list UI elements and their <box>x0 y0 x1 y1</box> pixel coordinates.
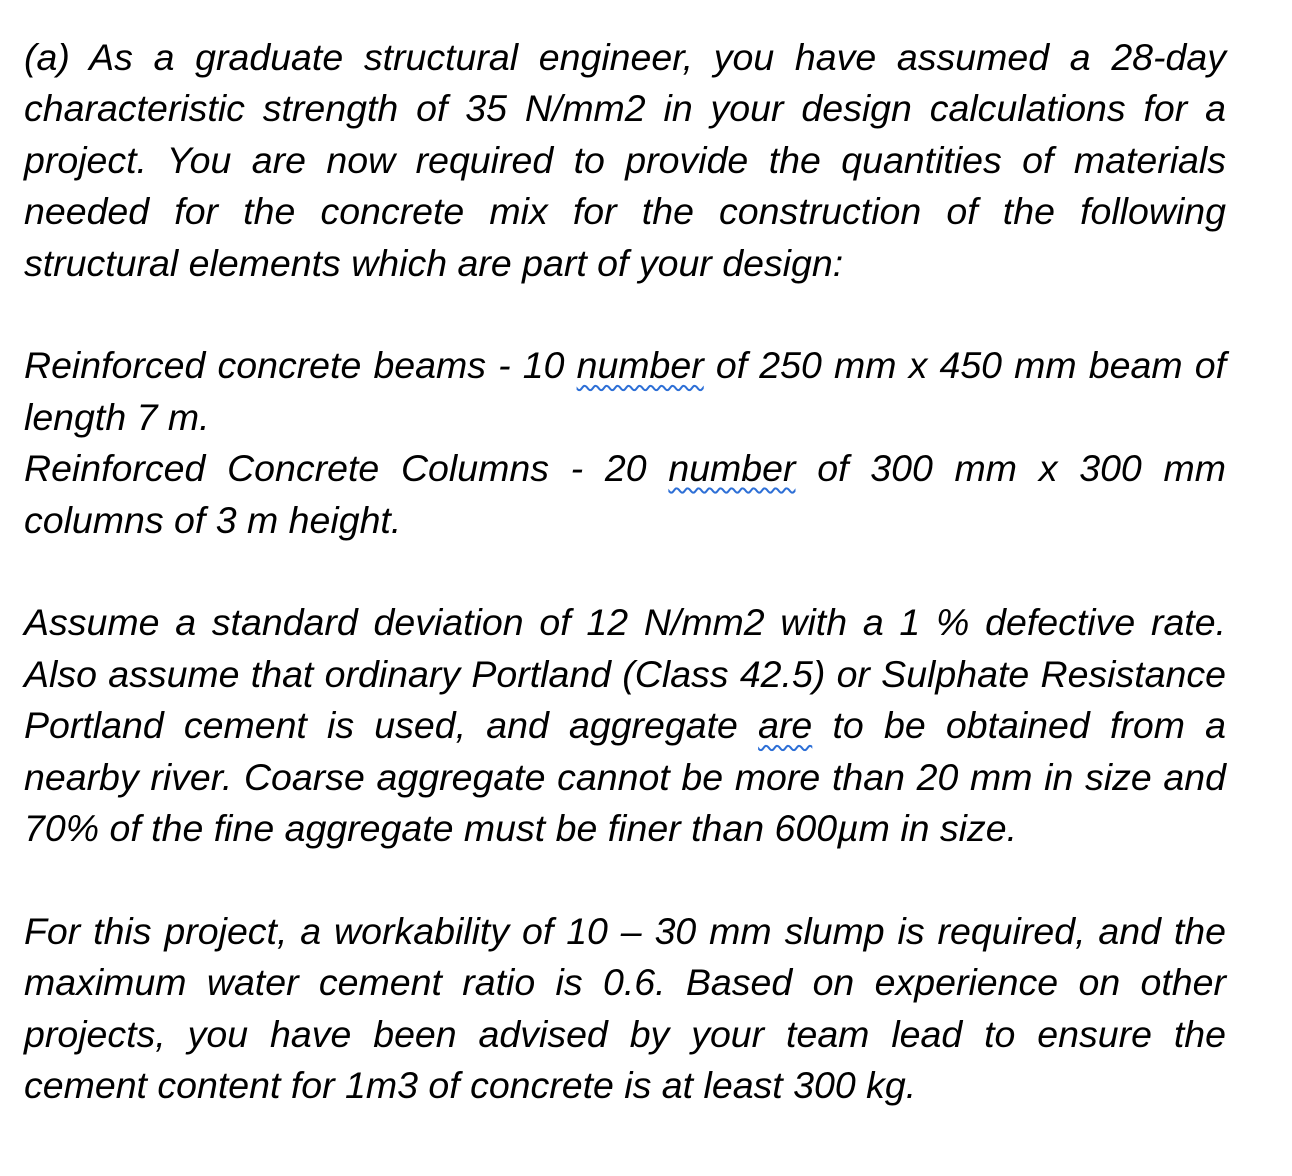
paragraph-gap <box>24 546 1226 597</box>
spellcheck-flagged-word[interactable]: number <box>576 344 704 387</box>
columns-text-after: of 300 mm x 300 mm columns of 3 m height. <box>24 447 1226 541</box>
intro-paragraph: (a) As a graduate structural engineer, you have assumed a 28-day characteristic strength of 35 N/mm2 in your design calculations for a project. You are now required to provide the quantities of materials needed for the concrete mix for the construction of the following structural elements which are part of your design: <box>24 36 1226 284</box>
beams-text-after: of 250 mm x 450 mm beam of length 7 m. <box>24 344 1226 438</box>
beams-paragraph <box>24 340 1226 443</box>
requirements-paragraph: For this project, a workability of 10 – 30 mm slump is required, and the maximum water cement ratio is 0.6. Based on experience on other projects, you have been advised by your team lead to ensure the cement content for 1m3 of concrete is at least 300 kg. <box>24 909 1226 1107</box>
columns-paragraph <box>24 443 1226 546</box>
assumptions-paragraph <box>24 597 1226 854</box>
columns-text-before: Reinforced Concrete Columns - 20 <box>24 447 669 490</box>
document-body <box>24 32 1226 1111</box>
paragraph-gap <box>24 854 1226 905</box>
assumptions-text-before: Assume a standard deviation of 12 N/mm2 with a 1 % defective rate. Also assume that ordinary Portland (Class 42.5) or Sulphate Resistance Portland cement is used, and aggregate <box>24 601 1226 747</box>
beams-text-before: Reinforced concrete beams - 10 <box>24 344 577 387</box>
paragraph-gap <box>24 289 1226 340</box>
spellcheck-flagged-word[interactable]: are <box>758 704 813 747</box>
assumptions-text-after: to be obtained from a nearby river. Coarse aggregate cannot be more than 20 mm in size and 70% of the fine aggregate must be finer than 600µm in size. <box>24 704 1226 850</box>
spellcheck-flagged-word[interactable]: number <box>668 447 796 490</box>
